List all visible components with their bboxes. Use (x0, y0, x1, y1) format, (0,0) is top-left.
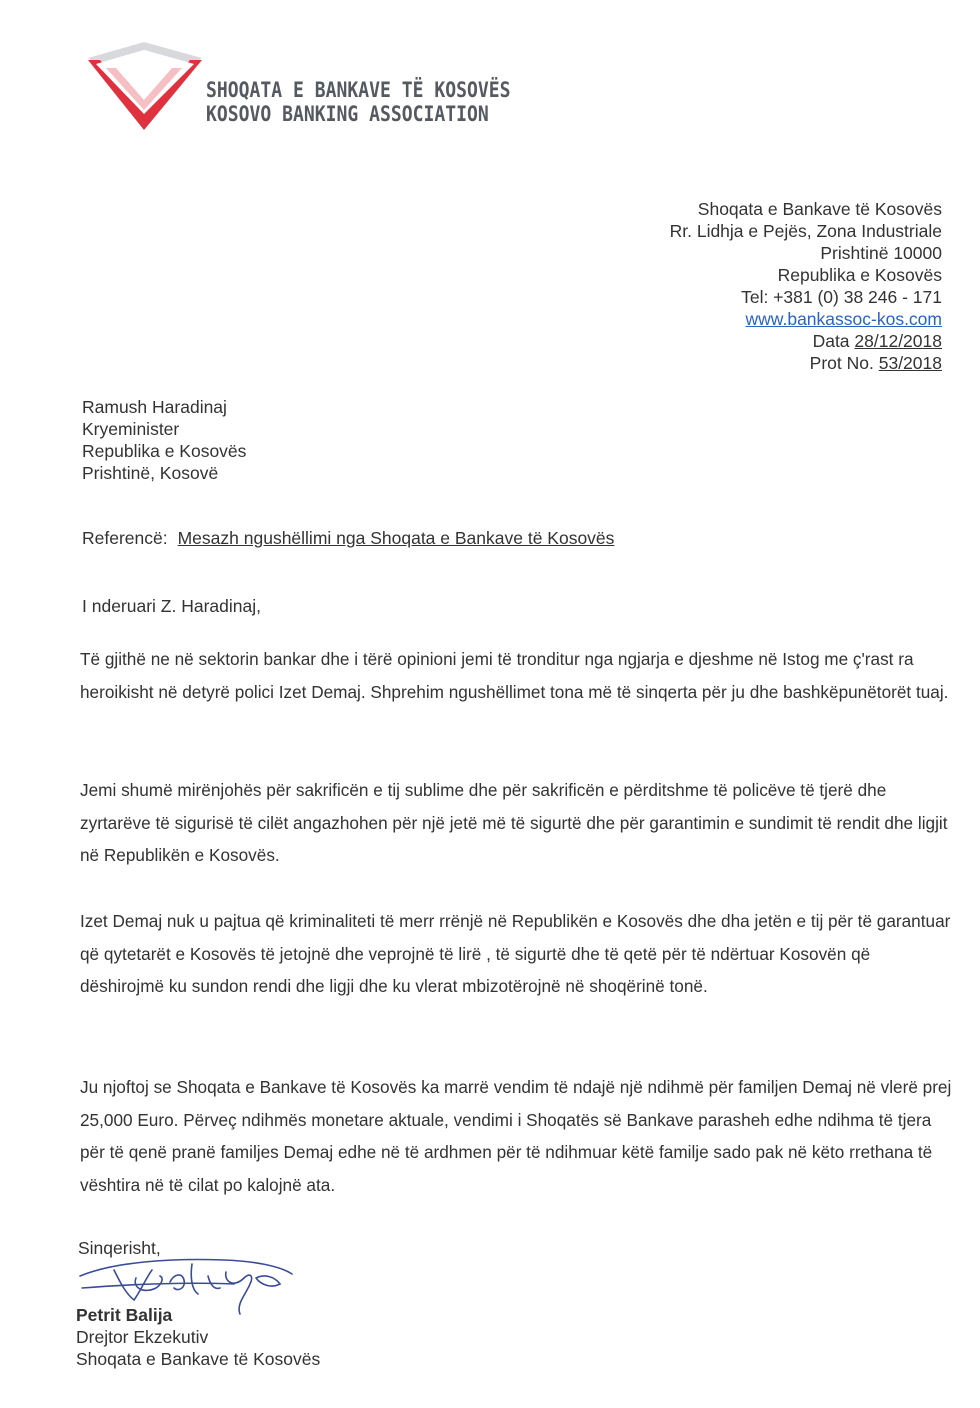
sender-city: Prishtinë 10000 (820, 243, 942, 263)
recipient-name: Ramush Haradinaj (82, 397, 227, 417)
reference-text: Mesazh ngushëllimi nga Shoqata e Bankave të Kosovës (177, 528, 615, 548)
paragraph-4: Ju njoftoj se Shoqata e Bankave të Kosovës ka marrë vendim të ndajë një ndihmë për familjen Demaj në vlerë prej 25,000 Euro. Përveç ndihmës monetare aktuale, vendimi i Shoqatës së Bankave parasheh edhe ndihma të tjera për të qenë pranë familjes Demaj edhe në të ardhmen për të ndihmuar këtë familje sado pak në këto rrethana të vështira në të cilat po kalojnë ata. (80, 1077, 952, 1195)
recipient-title: Kryeminister (82, 419, 180, 439)
signer-org: Shoqata e Bankave të Kosovës (76, 1349, 321, 1369)
paragraph-3: Izet Demaj nuk u pajtua që kriminaliteti të merr rrënjë në Republikën e Kosovës dhe dha jetën e tij për të garantuar që qytetarët e Kosovës të jetojnë dhe veprojnë të lirë , të sigurtë dhe të qetë për të ndërtuar Kosovën që dëshirojmë ku sundon rendi dhe ligji dhe ku vlerat mbizotërojnë në shoqërinë tonë. (80, 911, 951, 996)
signer-title: Drejtor Ekzekutiv (76, 1327, 209, 1347)
date-label: Data (812, 331, 855, 351)
sender-date (670, 330, 942, 352)
paragraph-2: Jemi shumë mirënjohës për sakrificën e tij sublime dhe për sakrificën e përditshme të policëve të tjerë dhe zyrtarëve të sigurisë të cilët angazhohen për një jetë më të sigurtë dhe për garantimin e sundimit të rendit dhe ligjit në Republikën e Kosovës. (80, 780, 948, 865)
signer-name: Petrit Balija (76, 1305, 173, 1325)
letterhead-text (206, 78, 560, 126)
sender-protocol (670, 352, 942, 374)
kba-logo-icon (86, 40, 204, 132)
signer-block (76, 1304, 320, 1370)
sender-street: Rr. Lidhja e Pejës, Zona Industriale (669, 221, 942, 241)
salutation: I nderuari Z. Haradinaj, (82, 596, 261, 616)
recipient-address-block (82, 396, 246, 484)
reference-label: Referencë: (82, 528, 168, 548)
date-value: 28/12/2018 (854, 331, 942, 351)
reference-line (82, 527, 614, 549)
sender-org: Shoqata e Bankave të Kosovës (697, 199, 942, 219)
recipient-org: Republika e Kosovës (82, 441, 247, 461)
sender-address-block (670, 198, 942, 374)
letterhead-name-sq: SHOQATA E BANKAVE TË KOSOVËS (206, 78, 511, 102)
sender-website-link[interactable]: www.bankassoc-kos.com (745, 309, 942, 329)
sender-tel: Tel: +381 (0) 38 246 - 171 (741, 287, 942, 307)
sender-country: Republika e Kosovës (777, 265, 942, 285)
letterhead-name-en: KOSOVO BANKING ASSOCIATION (206, 102, 489, 126)
paragraph-1: Të gjithë ne në sektorin bankar dhe i tërë opinioni jemi të tronditur nga ngjarja e djeshme në Istog me ç'rast ra heroikisht në detyrë polici Izet Demaj. Shprehim ngushëllimet tona më të sinqerta për ju dhe bashkëpunëtorët tuaj. (80, 649, 949, 702)
prot-label: Prot No. (809, 353, 879, 373)
recipient-city: Prishtinë, Kosovë (82, 463, 219, 483)
closing: Sinqerisht, (78, 1238, 161, 1258)
prot-value: 53/2018 (878, 353, 942, 373)
